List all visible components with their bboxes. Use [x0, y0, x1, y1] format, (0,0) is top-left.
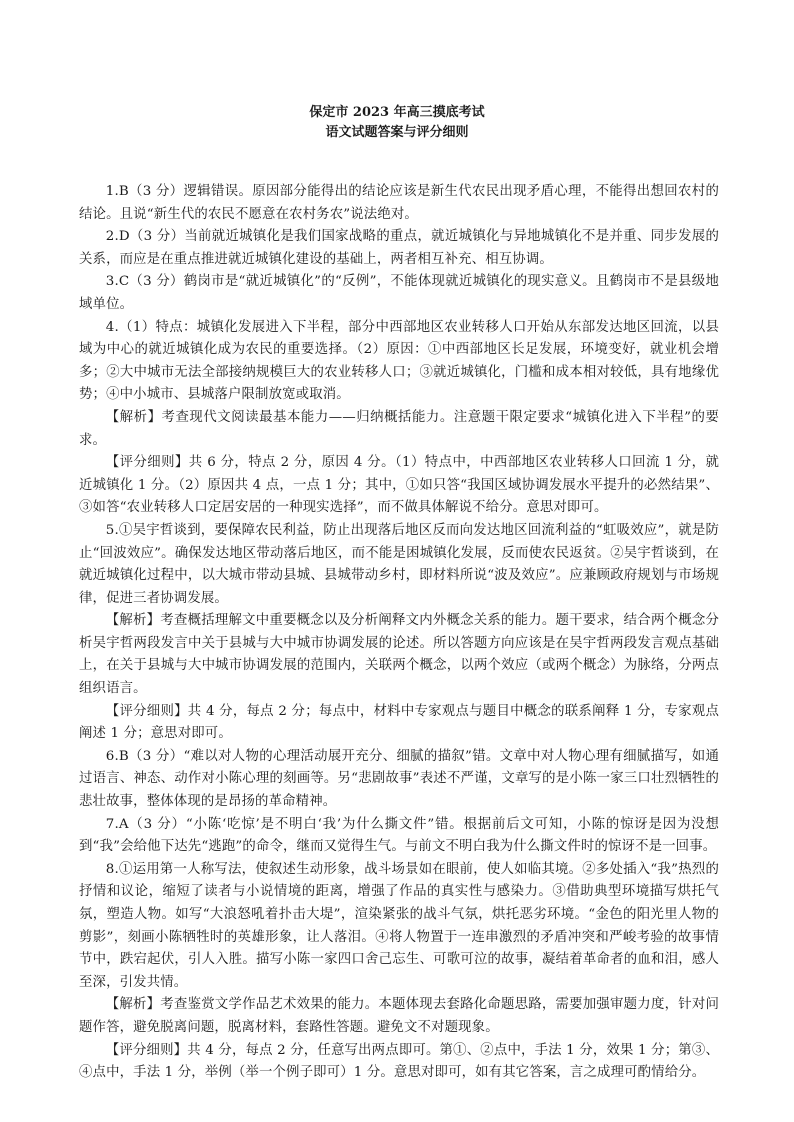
document-title: 保定市 2023 年高三摸底考试	[309, 105, 485, 120]
analysis-q4: 【解析】考查现代文阅读最基本能力——归纳概括能力。注意题干限定要求“城镇化进入下半程”的要求。	[79, 409, 719, 448]
scoring-q5: 【评分细则】共 4 分，每点 2 分；每点中，材料中专家观点与题目中概念的联系阐释 1 分，专家观点阐述 1 分；意思对即可。	[79, 703, 719, 742]
document-header	[0, 103, 794, 143]
scoring-q4: 【评分细则】共 6 分，特点 2 分，原因 4 分。（1）特点中，中西部地区农业转移人口回流 1 分，就近城镇化 1 分。（2）原因共 4 点，一点 1 分；其中，①如只答“我国区域协调发展水平提升的必然结果”、③如答“农业转移人口定居安居的一种现实选择”，而不做具体解说不给分。意思对即可。	[79, 455, 719, 516]
answer-q1: 1.B（3 分）逻辑错误。原因部分能得出的结论应该是新生代农民出现矛盾心理，不能得出想回农村的结论。且说“新生代的农民不愿意在农村务农”说法绝对。	[79, 184, 719, 222]
answer-body	[79, 181, 719, 1085]
answer-q6: 6.B（3 分）“难以对人物的心理活动展开充分、细腻的描叙”错。文章中对人物心理有细腻描写，如通过语言、神态、动作对小陈心理的刻画等。另“悲剧故事”表述不严谨，文章写的是小陈一家三口壮烈牺牲的悲壮故事，整体体现的是昂扬的革命精神。	[79, 748, 719, 810]
answer-q2: 2.D（3 分）当前就近城镇化是我们国家战略的重点，就近城镇化与异地城镇化不是并重、同步发展的关系，而应是在重点推进就近城镇化建设的基础上，两者相互补充、相互协调。	[79, 229, 719, 267]
answer-q4: 4.（1）特点：城镇化发展进入下半程，部分中西部地区农业转移人口开始从东部发达地区回流，以县域为中心的就近城镇化成为农民的重要选择。（2）原因：①中西部地区长足发展，环境变好，就业机会增多；②大中城市无法全部接纳规模巨大的农业转移人口；③就近城镇化，门槛和成本相对较低，具有地缘优势；④中小城市、县城落户限制放宽或取消。	[79, 319, 719, 403]
answer-q5: 5.①吴宇哲谈到，要保障农民利益，防止出现落后地区反而向发达地区回流利益的“虹吸效应”，就是防止“回波效应”。确保发达地区带动落后地区，而不能是困城镇化发展，反而使农民返贫。②吴宇哲谈到，在就近城镇化过程中，以大城市带动县城、县城带动乡村，即材料所说“波及效应”。应兼顾政府规划与市场规律，促进三者协调发展。	[79, 522, 719, 606]
scoring-q8: 【评分细则】共 4 分，每点 2 分，任意写出两点即可。第①、②点中，手法 1 分，效果 1 分；第③、④点中，手法 1 分，举例（举一个例子即可）1 分。意思对即可，如有其它答案，言之成理可酌情给分。	[79, 1042, 719, 1081]
answer-q3: 3.C（3 分）鹤岗市是“就近城镇化”的“反例”，不能体现就近城镇化的现实意义。且鹤岗市不是县级地域单位。	[79, 274, 719, 312]
analysis-q5: 【解析】考查概括理解文中重要概念以及分析阐释文内外概念关系的能力。题干要求，结合两个概念分析吴宇哲两段发言中关于县城与大中城市协调发展的论述。所以答题方向应该是在吴宇哲两段发言观点基础上，在关于县城与大中城市协调发展的范围内，关联两个概念，以两个效应（或两个概念）为脉络，分两点组织语言。	[79, 613, 719, 697]
document-subtitle: 语文试题答案与评分细则	[325, 125, 469, 140]
analysis-q8: 【解析】考查鉴赏文学作品艺术效果的能力。本题体现去套路化命题思路，需要加强审题力度，针对问题作答，避免脱离问题，脱离材料，套路性答题。避免文不对题现象。	[79, 997, 719, 1035]
answer-q8: 8.①运用第一人称写法，使叙述生动形象，战斗场景如在眼前，使人如临其境。②多处插入“我”热烈的抒情和议论，缩短了读者与小说情境的距离，增强了作品的真实性与感染力。③借助典型环境描写烘托气氛，塑造人物。如写“大浪怒吼着扑击大堤”，渲染紧张的战斗气氛，烘托恶劣环境。“金色的阳光里人物的剪影”，刻画小陈牺牲时的英雄形象，让人落泪。④将人物置于一连串激烈的矛盾冲突和严峻考验的故事情节中，跌宕起伏，引人入胜。描写小陈一家四口舍己忘生、可歌可泣的故事，凝结着革命者的血和泪，感人至深，引发共情。	[79, 861, 719, 990]
answer-q7: 7.A（3 分）“小陈‘吃惊’是不明白‘我’为什么撕文件”错。根据前后文可知，小陈的惊讶是因为没想到“我”会给他下达先“逃跑”的命令，继而又觉得生气。与前文不明白我为什么撕文件时的惊讶不是一回事。	[79, 816, 719, 855]
